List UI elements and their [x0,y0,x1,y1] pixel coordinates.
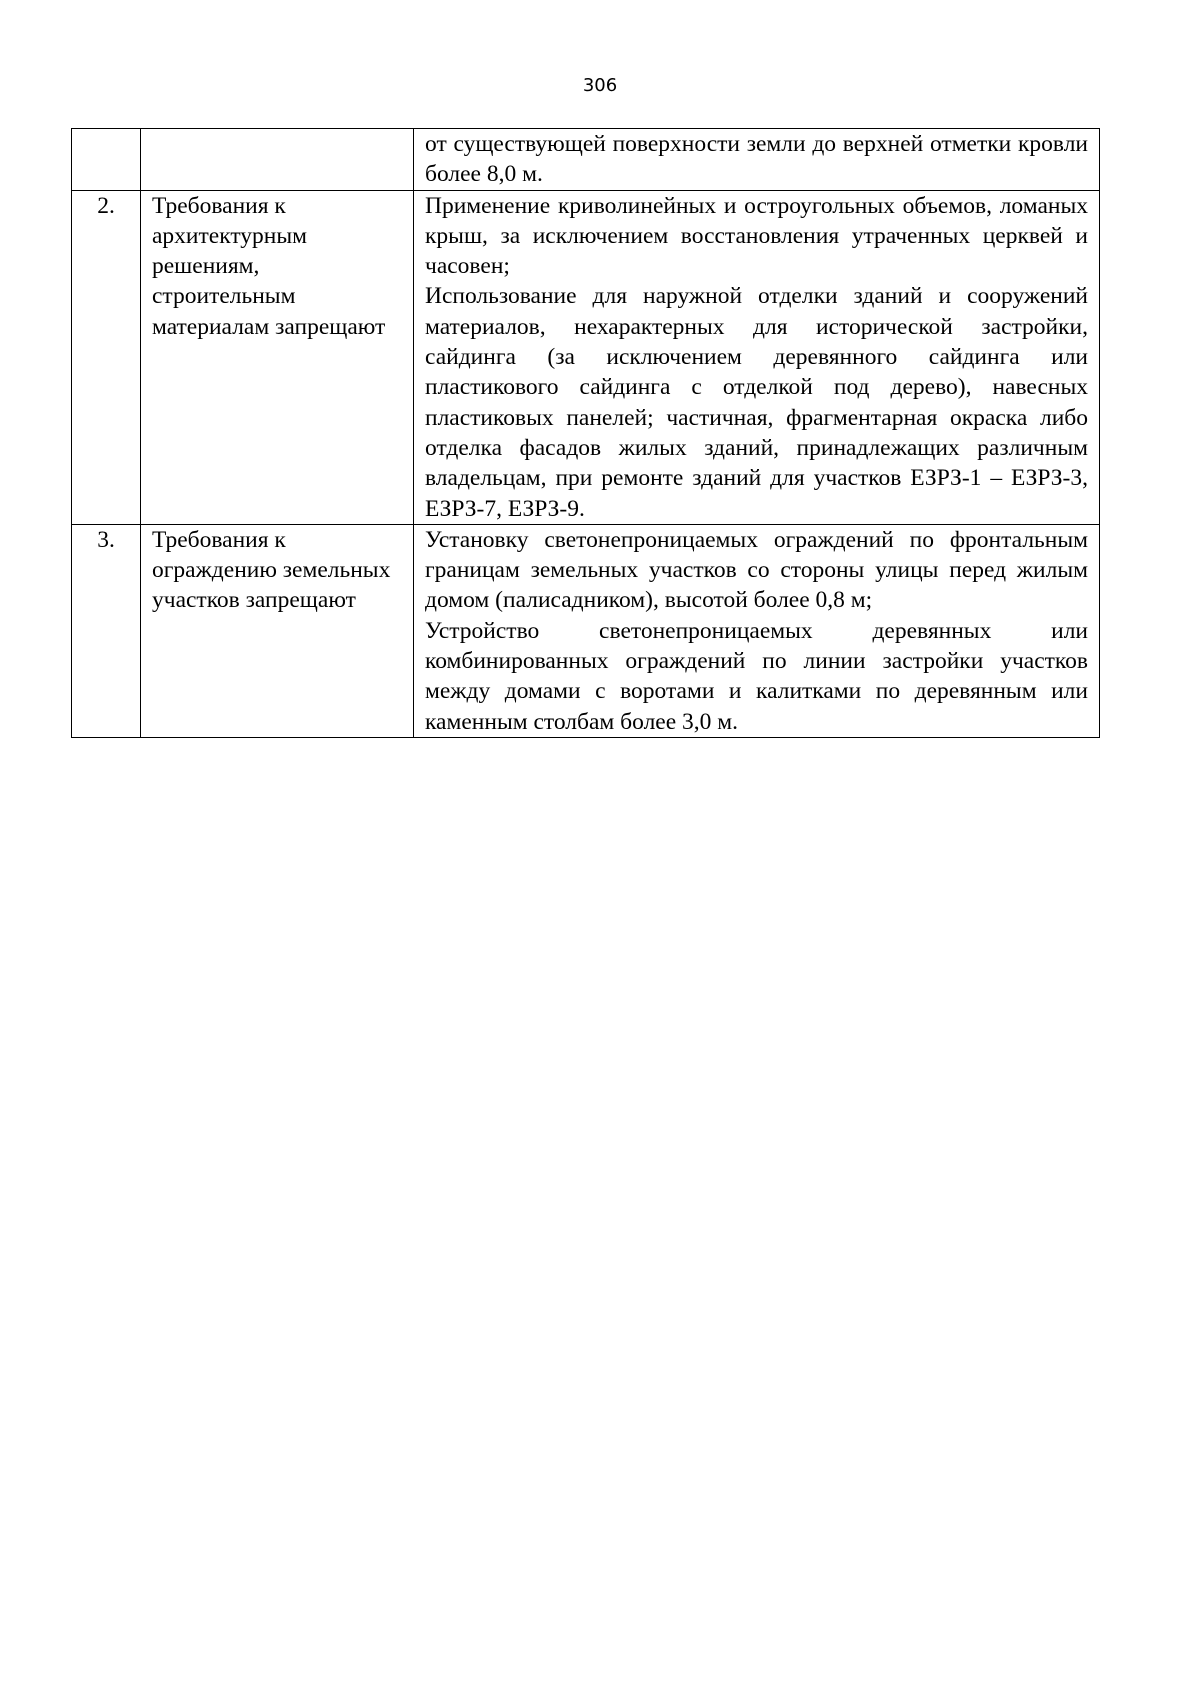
requirement-cell [141,129,414,191]
row-number-cell: 3. [72,524,141,737]
description-cell [414,129,1100,191]
table-row [72,190,1100,524]
description-cell [414,190,1100,524]
description-paragraph: Устройство светонепроницаемых деревянных или комбинированных ограждений по линии застройки участков между домами с воротами и калитками по деревянным или каменным столбам более 3,0 м. [425,617,1088,735]
description-paragraph: Применение криволинейных и остроугольных объемов, ломаных крыш, за исключением восстановления утраченных церквей и часовен; [425,192,1088,280]
description-paragraph: Установку светонепроницаемых ограждений по фронтальным границам земельных участков со стороны улицы перед жилым домом (палисадником), высотой более 0,8 м; [425,526,1088,614]
description-paragraph: от существующей поверхности земли до верхней отметки кровли более 8,0 м. [425,131,1088,188]
requirement-cell: Требования к ограждению земельных участков запрещают [141,524,414,737]
description-cell [414,524,1100,737]
row-number-cell: 2. [72,190,141,524]
table-row [72,524,1100,737]
requirement-cell: Требования к архитектурным решениям, строительным материалам запрещают [141,190,414,524]
row-number-cell [72,129,141,191]
page-number: 306 [582,75,618,96]
description-paragraph: Использование для наружной отделки зданий и сооружений материалов, нехарактерных для исторической застройки, сайдинга (за исключением деревянного сайдинга или пластикового сайдинга с отделкой под дерево), навесных пластиковых панелей; частичная, фрагментарная окраска либо отделка фасадов жилых зданий, принадлежащих различным владельцам, при ремонте зданий для участков ЕЗРЗ-1 – ЕЗРЗ-3, ЕЗРЗ-7, ЕЗРЗ-9. [425,283,1088,522]
table-row [72,129,1100,191]
requirements-table [71,128,1100,738]
